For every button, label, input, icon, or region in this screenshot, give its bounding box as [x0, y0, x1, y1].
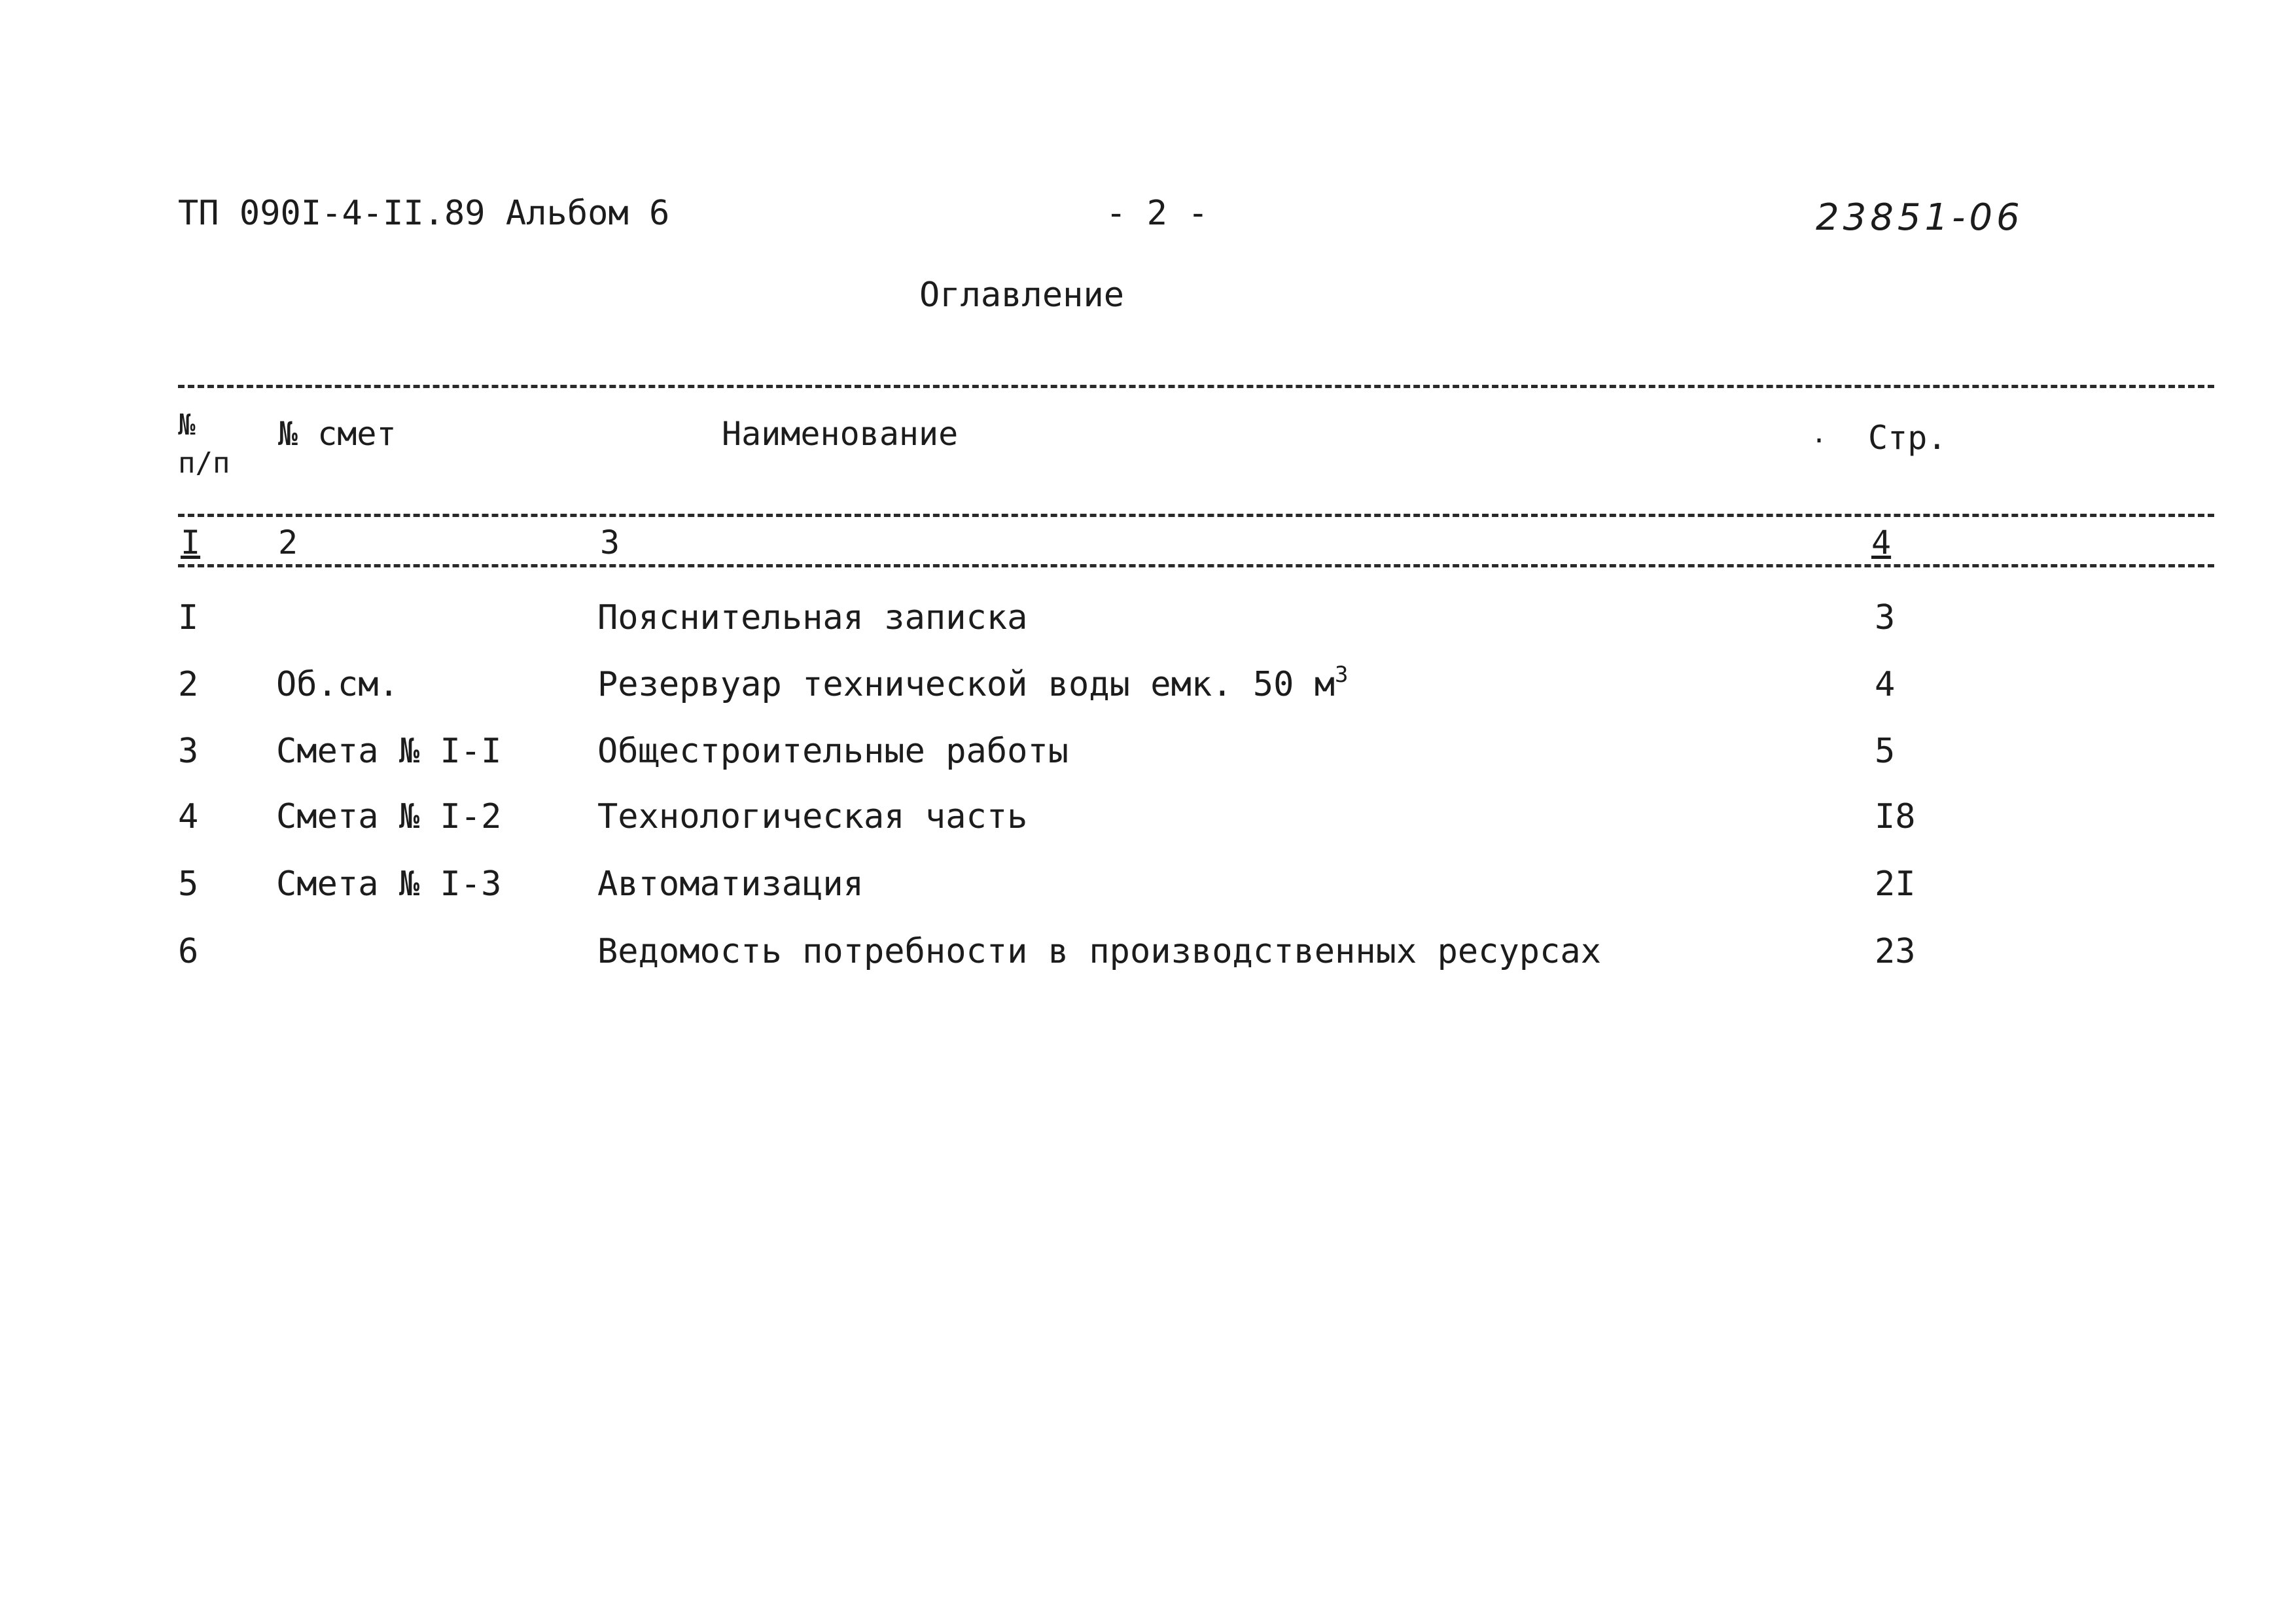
row-page: I8 [1875, 797, 1916, 836]
document-code: ТП 090I-4-II.89 Альбом 6 [178, 194, 670, 233]
table-row [0, 662, 2296, 713]
row-number: I [178, 598, 199, 637]
row-number: 5 [178, 865, 199, 904]
page-title: Оглавление [919, 276, 1125, 315]
row-page: 2I [1875, 865, 1916, 904]
column-number-3: 3 [600, 524, 620, 562]
row-page: 5 [1875, 732, 1896, 771]
table-row [0, 797, 2296, 846]
row-smet: Об.см. [276, 665, 399, 704]
row-smet: Смета № I-2 [276, 797, 502, 836]
header-no-symbol: № [178, 408, 196, 442]
row-name: Ведомость потребности в производственных ресурсах [597, 932, 1602, 971]
row-name: Технологическая часть [597, 797, 1028, 836]
header-dot: . [1811, 419, 1828, 449]
column-number-4: 4 [1871, 524, 1892, 562]
header-name: Наименование [722, 415, 959, 453]
row-name: Автоматизация [597, 865, 864, 904]
row-number: 4 [178, 797, 199, 836]
table-row [0, 867, 2296, 913]
row-page: 23 [1875, 932, 1916, 971]
row-name: Общестроительные работы [597, 732, 1069, 771]
table-top-rule [178, 385, 2214, 388]
row-name: Резервуар технической воды емк. 50 м [597, 665, 1335, 704]
table-row [0, 932, 2296, 980]
table-row [0, 598, 2296, 647]
row-name-with-unit [597, 662, 1349, 704]
page-number: - 2 - [1106, 194, 1209, 233]
header-smet: № смет [278, 415, 397, 453]
row-name: Пояснительная записка [597, 598, 1028, 637]
column-number-1: I [181, 524, 201, 562]
unit-exponent: 3 [1335, 662, 1349, 688]
header-no-pp: п/п [178, 446, 230, 480]
row-number: 6 [178, 932, 199, 971]
row-page: 4 [1875, 665, 1896, 704]
column-number-2: 2 [278, 524, 298, 562]
row-number: 2 [178, 665, 199, 704]
inventory-number: 23851-06 [1816, 196, 2024, 239]
row-smet: Смета № I-I [276, 732, 502, 771]
row-number: 3 [178, 732, 199, 771]
table-row [0, 734, 2296, 780]
row-smet: Смета № I-3 [276, 865, 502, 904]
header-bottom-rule [178, 514, 2214, 517]
header-page: Стр. [1868, 419, 1947, 457]
row-page: 3 [1875, 598, 1896, 637]
column-numbers-rule [178, 564, 2214, 567]
